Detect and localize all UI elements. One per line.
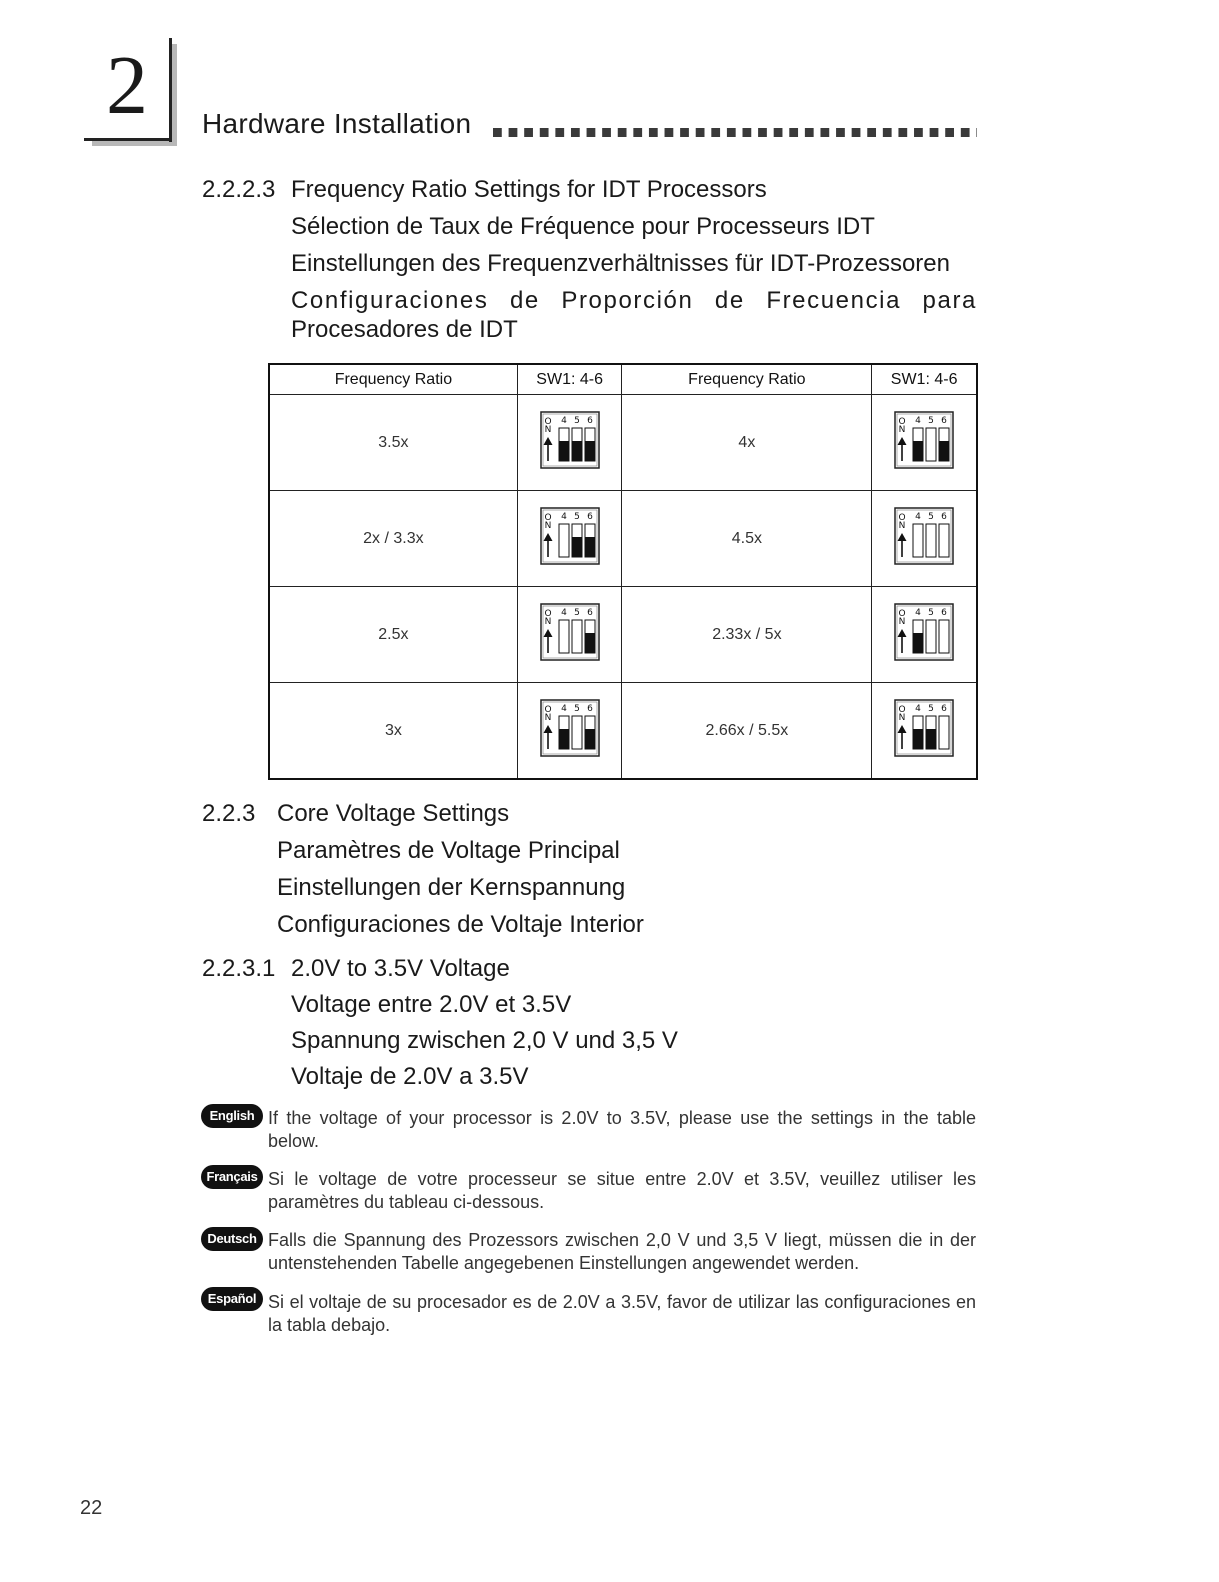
on-label-char: O	[898, 513, 906, 523]
section-title-core-fr: Paramètres de Voltage Principal	[277, 837, 620, 864]
ratio-cell: 2.66x / 5.5x	[622, 683, 872, 780]
on-label-char: N	[898, 713, 906, 723]
switch-slot	[939, 716, 949, 749]
column-header: SW1: 4-6	[517, 364, 622, 395]
chapter-box-shadow-bottom	[92, 141, 177, 146]
on-label-char: O	[544, 705, 552, 715]
ratio-cell: 2.33x / 5x	[622, 587, 872, 683]
dip-switch-diagram	[540, 603, 600, 666]
switch-slot	[572, 620, 582, 653]
section-title-core-es: Configuraciones de Voltaje Interior	[277, 911, 644, 938]
up-arrow-head-icon	[543, 629, 552, 637]
switch-on-block	[572, 537, 582, 557]
column-header: Frequency Ratio	[269, 364, 517, 395]
switch-position-label: 4	[560, 608, 567, 618]
table-row	[269, 395, 977, 491]
ratio-cell: 4.5x	[622, 491, 872, 587]
on-label-char: N	[898, 617, 906, 627]
language-badge-francais: Français	[201, 1165, 263, 1189]
section-title-voltage-en: 2.0V to 3.5V Voltage	[291, 955, 510, 982]
switch-position-label: 4	[915, 704, 921, 714]
ratio-cell: 2.5x	[269, 587, 517, 683]
on-label-char: N	[544, 521, 552, 531]
switch-on-block	[585, 729, 595, 749]
switch-slot	[572, 716, 582, 749]
dip-switch-diagram	[894, 507, 954, 570]
table-header-row	[269, 364, 977, 395]
switch-on-block	[559, 729, 569, 749]
section-title-core-de: Einstellungen der Kernspannung	[277, 874, 626, 901]
on-label-char: N	[544, 713, 552, 723]
dip-switch-diagram	[894, 411, 954, 474]
table-row	[269, 491, 977, 587]
switch-position-label: 4	[560, 512, 567, 522]
switch-slot	[926, 620, 936, 653]
on-label-char: O	[544, 609, 552, 619]
on-label-char: O	[544, 417, 552, 427]
on-label-char: N	[544, 425, 552, 435]
dip-switch-cell	[872, 491, 977, 587]
page-number: 22	[80, 1497, 103, 1519]
on-label-char: O	[898, 609, 906, 619]
on-label-char: N	[898, 521, 906, 531]
section-title-voltage-es: Voltaje de 2.0V a 3.5V	[291, 1063, 529, 1090]
switch-position-label: 6	[586, 608, 593, 618]
switch-slot	[913, 524, 923, 557]
note-espanol: Si el voltaje de su procesador es de 2.0V a 3.5V, favor de utilizar las configuraciones en la tabla debajo.	[268, 1292, 976, 1335]
dip-switch-diagram	[894, 603, 954, 666]
switch-on-block	[913, 441, 923, 461]
dip-switch-diagram	[540, 411, 600, 474]
switch-position-label: 5	[928, 416, 934, 426]
chapter-number: 2	[106, 39, 148, 132]
frequency-ratio-table	[268, 363, 978, 780]
ratio-cell: 3.5x	[269, 395, 517, 491]
section-number-voltage: 2.2.3.1	[202, 955, 276, 982]
title-dot-leader	[493, 128, 977, 138]
section-title-voltage-de: Spannung zwischen 2,0 V und 3,5 V	[291, 1027, 678, 1054]
chapter-box-underline	[84, 138, 172, 141]
up-arrow-head-icon	[898, 533, 907, 541]
up-arrow-head-icon	[543, 533, 552, 541]
note-english: If the voltage of your processor is 2.0V to 3.5V, please use the settings in the table below.	[268, 1108, 976, 1151]
switch-position-label: 6	[941, 608, 947, 618]
switch-position-label: 6	[586, 512, 593, 522]
switch-position-label: 5	[928, 512, 934, 522]
switch-position-label: 6	[941, 512, 947, 522]
table-row	[269, 587, 977, 683]
chapter-box-shadow	[172, 44, 177, 146]
on-label-char: N	[898, 425, 906, 435]
dip-switch-cell	[872, 683, 977, 780]
switch-slot	[559, 620, 569, 653]
chapter-box-line	[169, 38, 172, 142]
dip-switch-cell	[517, 683, 622, 780]
switch-position-label: 6	[586, 416, 593, 426]
switch-on-block	[913, 729, 923, 749]
switch-position-label: 4	[915, 416, 921, 426]
on-label-char: N	[544, 617, 552, 627]
switch-on-block	[585, 537, 595, 557]
switch-slot	[926, 524, 936, 557]
ratio-cell: 3x	[269, 683, 517, 780]
dip-switch-cell	[517, 491, 622, 587]
section-number-core: 2.2.3	[202, 800, 256, 827]
section-title-voltage-fr: Voltage entre 2.0V et 3.5V	[291, 991, 572, 1018]
section-title-idt-es-cont: Procesadores de IDT	[291, 316, 518, 343]
dip-switch-cell	[872, 587, 977, 683]
ratio-cell: 2x / 3.3x	[269, 491, 517, 587]
up-arrow-head-icon	[898, 437, 907, 445]
switch-on-block	[926, 729, 936, 749]
up-arrow-head-icon	[898, 725, 907, 733]
switch-slot	[939, 620, 949, 653]
dip-switch-cell	[517, 587, 622, 683]
column-header: SW1: 4-6	[872, 364, 977, 395]
switch-slot	[926, 428, 936, 461]
language-badge-deutsch: Deutsch	[201, 1227, 263, 1251]
switch-position-label: 5	[928, 704, 934, 714]
dip-switch-cell	[872, 395, 977, 491]
up-arrow-head-icon	[898, 629, 907, 637]
switch-position-label: 5	[928, 608, 934, 618]
switch-position-label: 5	[573, 704, 580, 714]
up-arrow-head-icon	[543, 725, 552, 733]
switch-on-block	[939, 441, 949, 461]
switch-position-label: 5	[573, 512, 580, 522]
note-francais: Si le voltage de votre processeur se situe entre 2.0V et 3.5V, veuillez utiliser les paramètres du tableau ci-dessous.	[268, 1169, 976, 1212]
language-badge-espanol: Español	[201, 1287, 263, 1311]
switch-position-label: 5	[573, 608, 580, 618]
dip-switch-diagram	[540, 507, 600, 570]
language-badge-english: English	[201, 1104, 263, 1128]
note-deutsch: Falls die Spannung des Prozessors zwischen 2,0 V und 3,5 V liegt, müssen die in der untenstehenden Tabelle angegebenen Einstellungen angewendet werden.	[268, 1230, 976, 1273]
switch-position-label: 4	[915, 512, 921, 522]
ratio-cell: 4x	[622, 395, 872, 491]
up-arrow-head-icon	[543, 437, 552, 445]
switch-position-label: 4	[915, 608, 921, 618]
section-title-idt-es: Configuraciones de Proporción de Frecuencia para	[291, 287, 977, 314]
switch-on-block	[572, 441, 582, 461]
on-label-char: O	[898, 705, 906, 715]
section-number-idt: 2.2.2.3	[202, 176, 276, 203]
switch-slot	[559, 524, 569, 557]
dip-switch-diagram	[540, 699, 600, 762]
section-title-core-en: Core Voltage Settings	[277, 800, 510, 827]
switch-slot	[939, 524, 949, 557]
on-label-char: O	[898, 417, 906, 427]
switch-on-block	[585, 441, 595, 461]
switch-on-block	[585, 633, 595, 653]
section-title-idt-en: Frequency Ratio Settings for IDT Processors	[291, 176, 767, 203]
switch-position-label: 6	[586, 704, 593, 714]
switch-position-label: 6	[941, 704, 947, 714]
switch-position-label: 4	[560, 416, 567, 426]
chapter-title: Hardware Installation	[202, 108, 472, 139]
column-header: Frequency Ratio	[622, 364, 872, 395]
on-label-char: O	[544, 513, 552, 523]
section-title-idt-de: Einstellungen des Frequenzverhältnisses für IDT-Prozessoren	[291, 250, 950, 277]
switch-on-block	[559, 441, 569, 461]
dip-switch-cell	[517, 395, 622, 491]
table-row	[269, 683, 977, 780]
dip-switch-diagram	[894, 699, 954, 762]
switch-position-label: 6	[941, 416, 947, 426]
switch-on-block	[913, 633, 923, 653]
switch-position-label: 5	[573, 416, 580, 426]
switch-position-label: 4	[560, 704, 567, 714]
section-title-idt-fr: Sélection de Taux de Fréquence pour Processeurs IDT	[291, 213, 875, 240]
